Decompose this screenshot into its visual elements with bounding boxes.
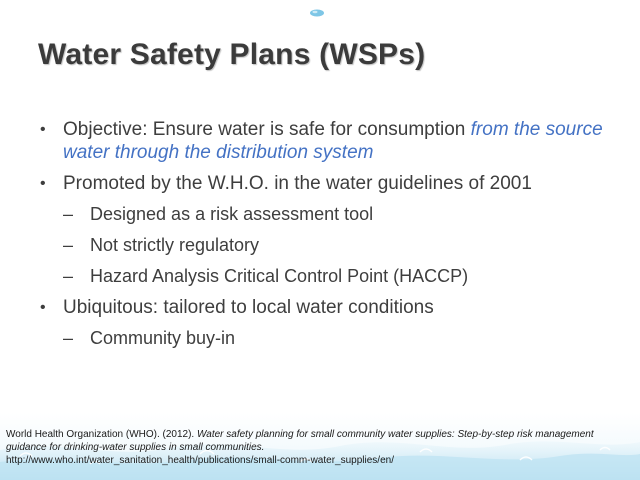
citation-author: World Health Organization (WHO). (2012). <box>6 429 197 440</box>
bullet-list <box>38 118 613 358</box>
sub-bullet-marker: – <box>63 328 74 348</box>
bullet-text: Ubiquitous: tailored to local water conditions <box>63 297 434 318</box>
sub-bullet-risk-tool <box>38 203 613 225</box>
sub-bullet-text: Designed as a risk assessment tool <box>90 204 374 224</box>
water-drop-icon <box>309 8 325 18</box>
bullet-objective <box>38 118 613 164</box>
slide-title: Water Safety Plans (WSPs) <box>38 38 426 71</box>
citation-url: http://www.who.int/water_sanitation_health/publications/small-comm-water_supplies/en/ <box>6 455 394 466</box>
sub-bullet-marker: – <box>63 266 74 286</box>
sub-bullet-text: Community buy-in <box>90 328 236 348</box>
sub-bullet-text: Not strictly regulatory <box>90 235 260 255</box>
bullet-text: Objective: Ensure water is safe for consumption <box>63 119 471 140</box>
bullet-highlight-text: from the source water through the distribution system <box>63 119 603 163</box>
sub-bullet-marker: – <box>63 235 74 255</box>
bullet-marker: • <box>40 299 46 316</box>
citation <box>6 428 634 467</box>
bullet-marker: • <box>40 121 46 138</box>
bullet-marker: • <box>40 175 46 192</box>
sub-bullet-community <box>38 327 613 349</box>
citation-work: Water safety planning for small community water supplies: Step-by-step risk management guidance for drinking-water supplies in small communities. <box>6 429 594 453</box>
sub-bullet-marker: – <box>63 204 74 224</box>
bullet-promoted <box>38 172 613 195</box>
sub-bullet-haccp <box>38 265 613 287</box>
bullet-ubiquitous <box>38 296 613 319</box>
sub-bullet-not-regulatory <box>38 234 613 256</box>
sub-bullet-text: Hazard Analysis Critical Control Point (HACCP) <box>90 266 469 286</box>
bullet-text: Promoted by the W.H.O. in the water guidelines of 2001 <box>63 173 532 194</box>
